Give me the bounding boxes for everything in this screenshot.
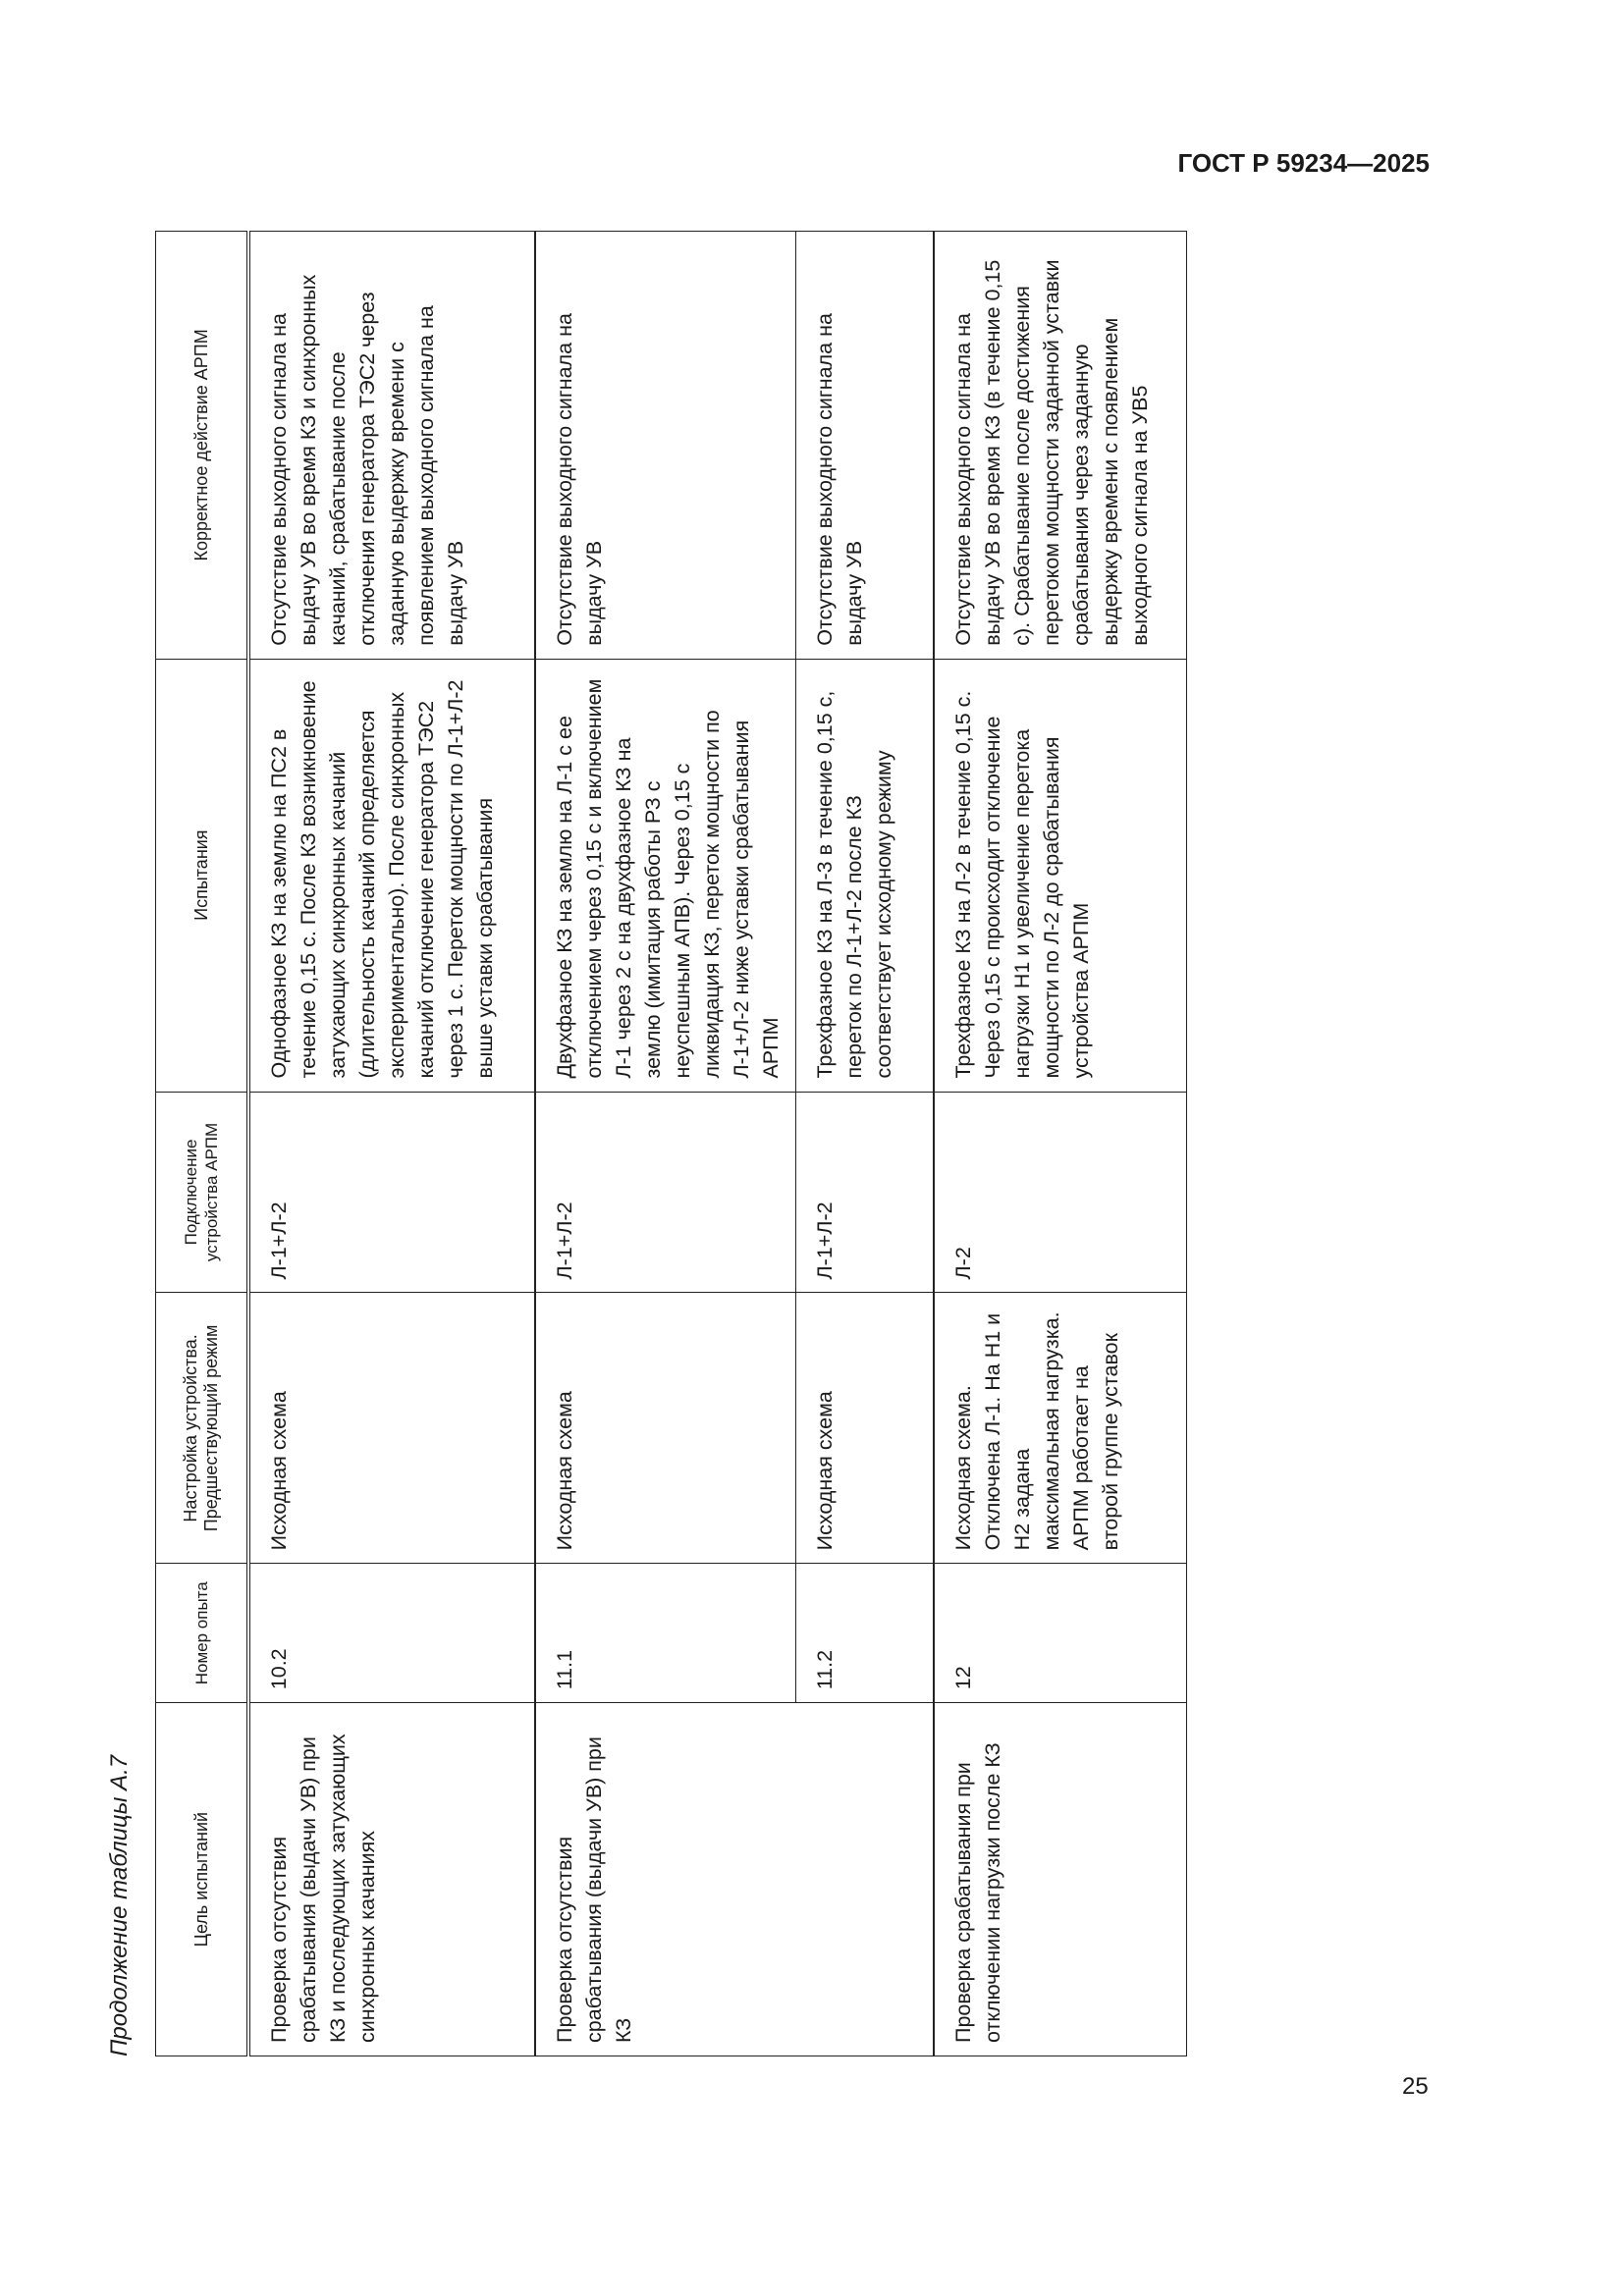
table-row (535, 232, 796, 2056)
connection-cell: Л-2 (934, 1092, 1187, 1293)
number-cell: 11.1 (535, 1564, 796, 1703)
table-caption: Продолжение таблицы А.7 (106, 1754, 133, 2056)
column-header-connection: Подключение устройства АРПМ (156, 1092, 249, 1293)
connection-cell: Л-1+Л-2 (535, 1092, 796, 1293)
number-cell: 11.2 (796, 1564, 934, 1703)
table-header-row (156, 232, 249, 2056)
goal-cell: Проверка срабатывания при отключении нагрузки после КЗ (934, 1703, 1187, 2056)
number-cell: 10.2 (248, 1564, 535, 1703)
rotated-table-container (106, 231, 1186, 2056)
action-cell: Отсутствие выходного сигнала на выдачу УВ (535, 232, 796, 660)
action-cell: Отсутствие выходного сигнала на выдачу УВ во время КЗ и синхронных качаний, срабатывание после отключения генератора ТЭС2 через заданную выдержку времени с появлением выходного сигнала на выдачу УВ (248, 232, 535, 660)
test-cell: Однофазное КЗ на землю на ПС2 в течение 0,15 с. После КЗ возникновение затухающих синхронных качаний (длительность качаний определяется экспериментально). После синхронных качаний отключение генератора ТЭС2 через 1 с. Переток мощности по Л-1+Л-2 выше уставки срабатывания (248, 659, 535, 1092)
standard-number: ГОСТ Р 59234—2025 (1177, 148, 1430, 178)
page-number: 25 (1402, 2073, 1429, 2100)
setup-cell: Исходная схема (248, 1293, 535, 1564)
goal-cell: Проверка отсутствия срабатывания (выдачи УВ) при КЗ (535, 1703, 934, 2056)
table-row (934, 232, 1187, 2056)
connection-cell: Л-1+Л-2 (796, 1092, 934, 1293)
setup-cell: Исходная схема. Отключена Л-1. На Н1 и Н2 задана максимальная нагрузка. АРПМ работает на второй группе уставок (934, 1293, 1187, 1564)
goal-cell: Проверка отсутствия срабатывания (выдачи УВ) при КЗ и последующих затухающих синхронных качаниях (248, 1703, 535, 2056)
test-cell: Трехфазное КЗ на Л-3 в течение 0,15 с, переток по Л-1+Л-2 после КЗ соответствует исходному режиму (796, 659, 934, 1092)
table-row (248, 232, 535, 2056)
action-cell: Отсутствие выходного сигнала на выдачу УВ во время КЗ (в течение 0,15 с). Срабатывание после достижения перетоком мощности заданной уставки срабатывания через заданную выдержку времени с появлением выходного сигнала на УВ5 (934, 232, 1187, 660)
column-header-goal: Цель испытаний (156, 1703, 249, 2056)
setup-cell: Исходная схема (796, 1293, 934, 1564)
test-cell: Двухфазное КЗ на землю на Л-1 с ее отключением через 0,15 с и включением Л-1 через 2 с на двухфазное КЗ на землю (имитация работы РЗ с неуспешным АПВ). Через 0,15 с ликвидация КЗ, переток мощности по Л-1+Л-2 ниже уставки срабатывания АРПМ (535, 659, 796, 1092)
setup-cell: Исходная схема (535, 1293, 796, 1564)
column-header-action: Корректное действие АРПМ (156, 232, 249, 660)
test-cell: Трехфазное КЗ на Л-2 в течение 0,15 с. Через 0,15 с происходит отключение нагрузки Н1 и увеличение перетока мощности по Л-2 до срабатывания устройства АРПМ (934, 659, 1187, 1092)
column-header-setup: Настройка устройства. Предшествующий режим (156, 1293, 249, 1564)
number-cell: 12 (934, 1564, 1187, 1703)
test-table (155, 231, 1187, 2056)
action-cell: Отсутствие выходного сигнала на выдачу УВ (796, 232, 934, 660)
connection-cell: Л-1+Л-2 (248, 1092, 535, 1293)
column-header-test: Испытания (156, 659, 249, 1092)
column-header-number: Номер опыта (156, 1564, 249, 1703)
